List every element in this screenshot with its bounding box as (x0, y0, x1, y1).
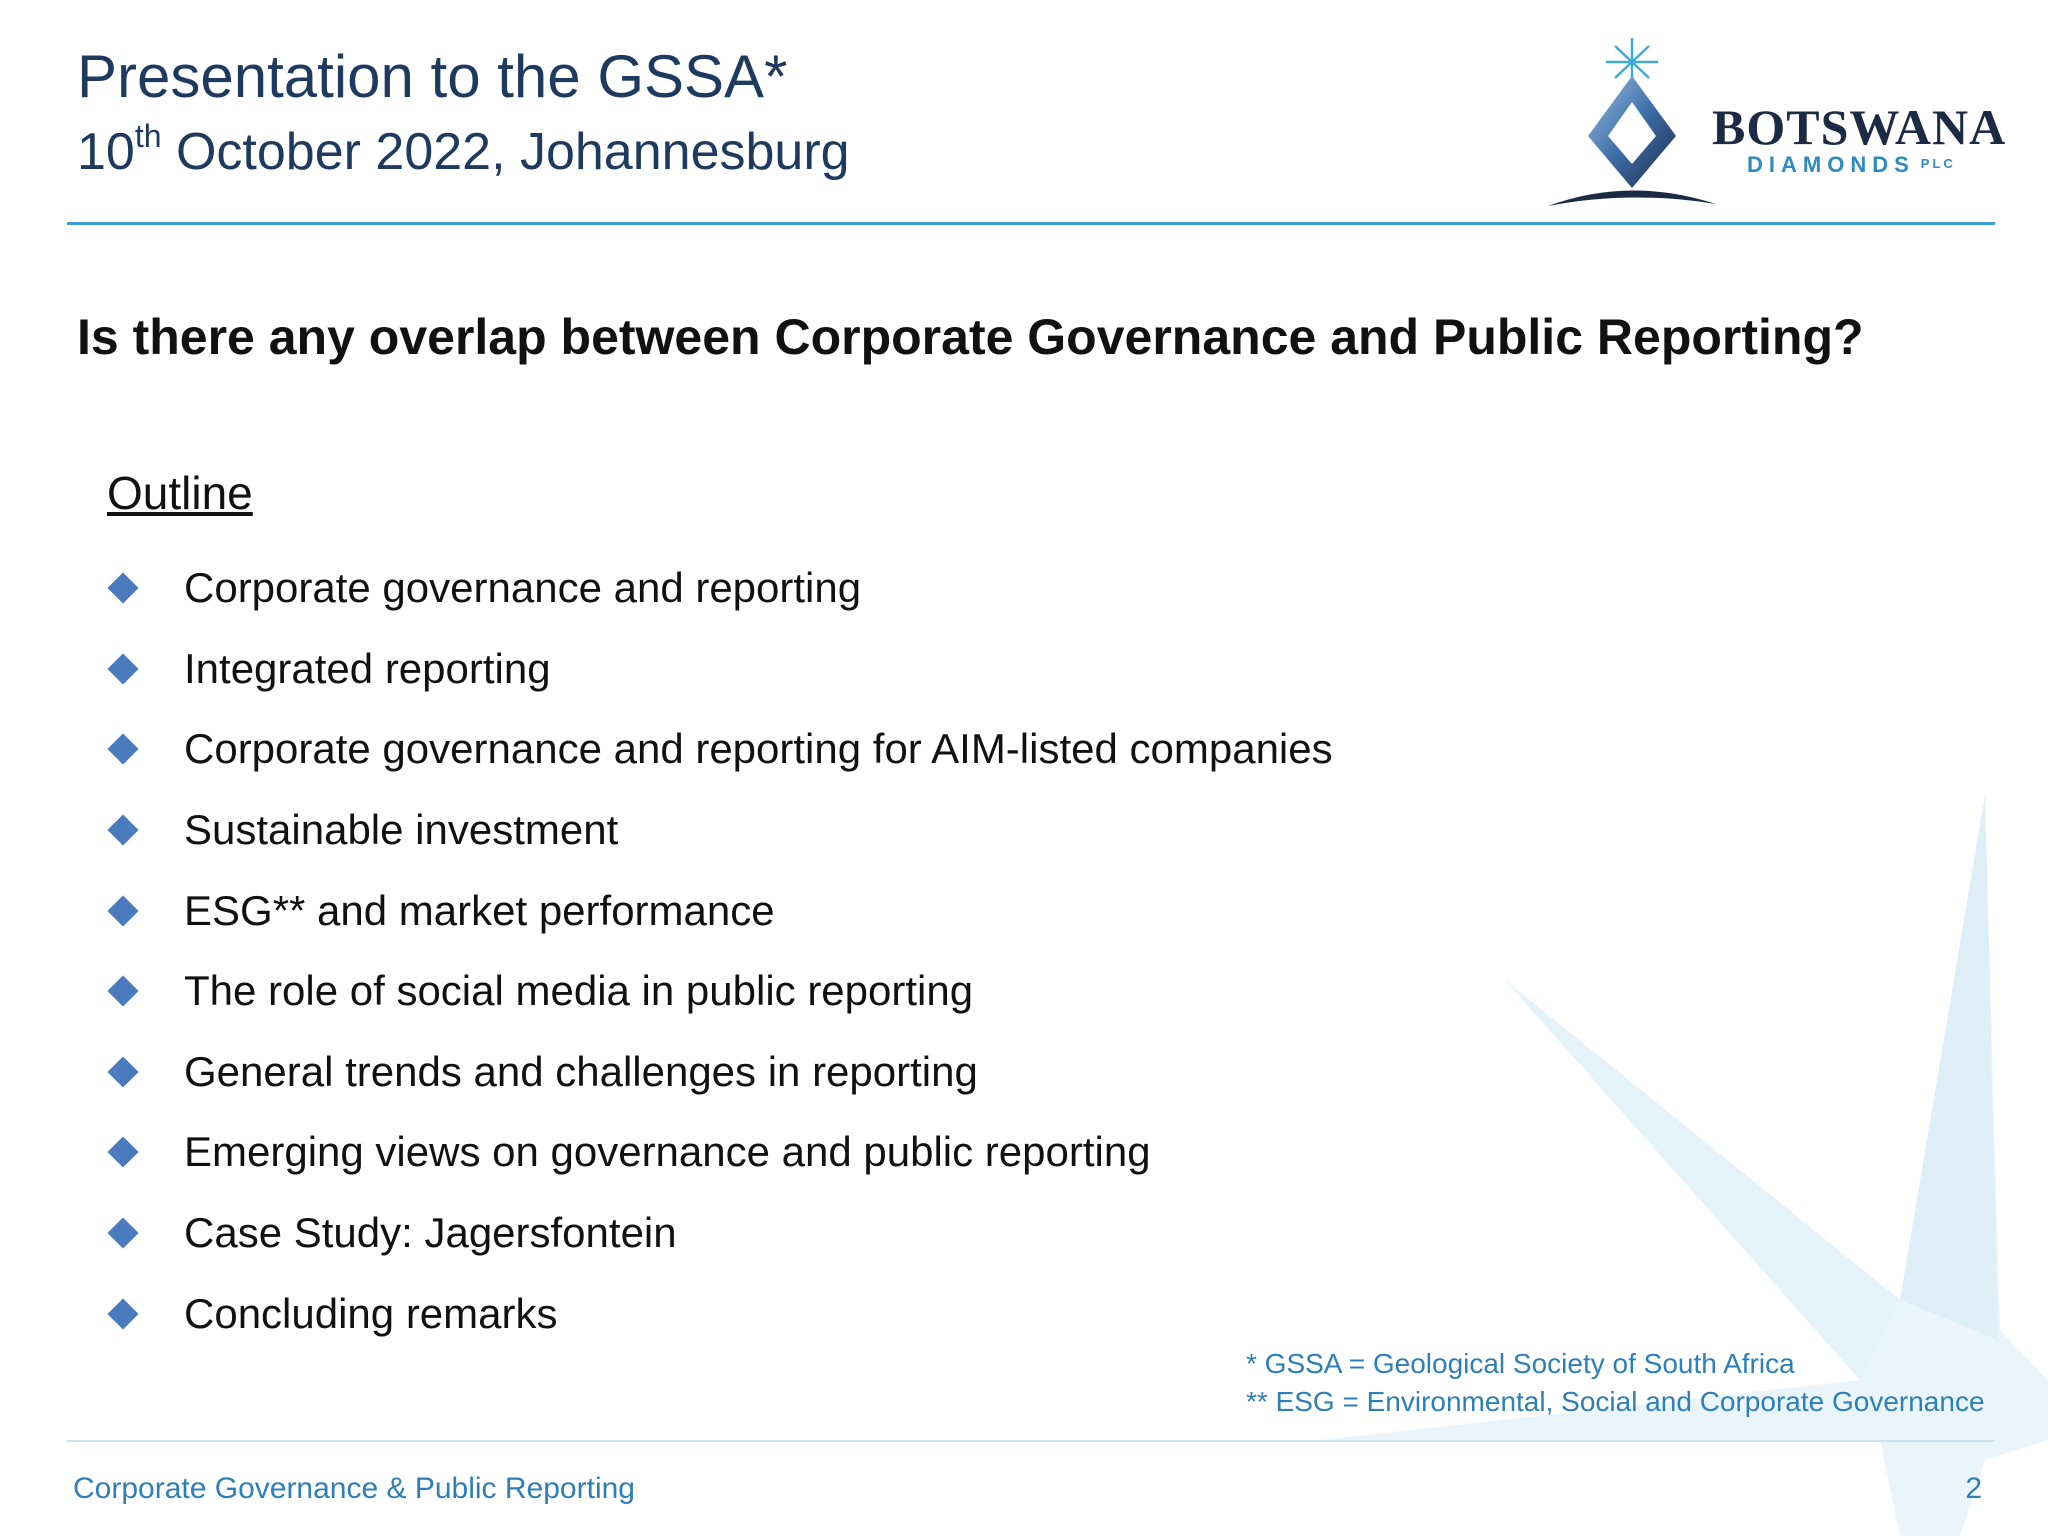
list-item-text: Integrated reporting (184, 644, 551, 692)
diamond-bullet-icon (107, 895, 138, 926)
list-item-text: Corporate governance and reporting (184, 564, 862, 612)
diamond-logo-icon (1540, 36, 1740, 216)
presentation-date (77, 118, 850, 181)
list-item (108, 1112, 1151, 1193)
diamond-bullet-icon (107, 573, 138, 604)
footer-title: Corporate Governance & Public Reporting (73, 1472, 635, 1505)
date-suffix: th (134, 118, 162, 154)
presentation-title: Presentation to the GSSA* (77, 43, 788, 110)
header-divider (67, 222, 1995, 225)
list-item-text: The role of social media in public reporting (184, 967, 974, 1015)
diamond-bullet-icon (107, 1137, 138, 1168)
outline-list (108, 548, 1333, 1354)
diamond-bullet-icon (107, 1217, 138, 1248)
list-item-text: General trends and challenges in reporting (184, 1047, 978, 1095)
slide-question: Is there any overlap between Corporate Governance and Public Reporting? (77, 309, 1864, 365)
footnotes (1246, 1345, 1985, 1421)
footer-divider (67, 1440, 1995, 1442)
botswana-diamonds-logo (1540, 36, 2007, 216)
diamond-bullet-icon (107, 815, 138, 846)
date-day: 10 (77, 123, 135, 181)
list-item-text: Case Study: Jagersfontein (184, 1209, 677, 1257)
diamond-bullet-icon (107, 976, 138, 1007)
list-item-text: Concluding remarks (184, 1289, 558, 1337)
outline-heading: Outline (107, 467, 253, 519)
list-item (108, 1273, 558, 1354)
list-item-text: ESG** and market performance (184, 886, 775, 934)
logo-subtitle-text: DIAMONDS (1747, 152, 1915, 177)
diamond-bullet-icon (107, 653, 138, 684)
list-item (108, 709, 1333, 790)
list-item (108, 870, 775, 951)
list-item (108, 1032, 978, 1113)
list-item-text: Emerging views on governance and public reporting (184, 1128, 1151, 1176)
footnote-gssa: * GSSA = Geological Society of South Africa (1246, 1348, 1795, 1379)
list-item (108, 629, 551, 710)
list-item (108, 1193, 677, 1274)
diamond-bullet-icon (107, 1056, 138, 1087)
logo-name: BOTSWANA (1712, 99, 2007, 155)
diamond-bullet-icon (107, 1298, 138, 1329)
logo-subtitle (1747, 152, 1956, 178)
list-item-text: Sustainable investment (184, 806, 619, 854)
date-rest: October 2022, Johannesburg (161, 123, 850, 181)
list-item (108, 951, 974, 1032)
diamond-bullet-icon (107, 734, 138, 765)
footnote-esg: ** ESG = Environmental, Social and Corporate Governance (1246, 1386, 1985, 1417)
list-item (108, 548, 862, 629)
list-item-text: Corporate governance and reporting for AIM-listed companies (184, 725, 1333, 773)
logo-plc: PLC (1920, 156, 1956, 171)
list-item (108, 790, 619, 871)
page-number: 2 (1965, 1472, 1982, 1505)
